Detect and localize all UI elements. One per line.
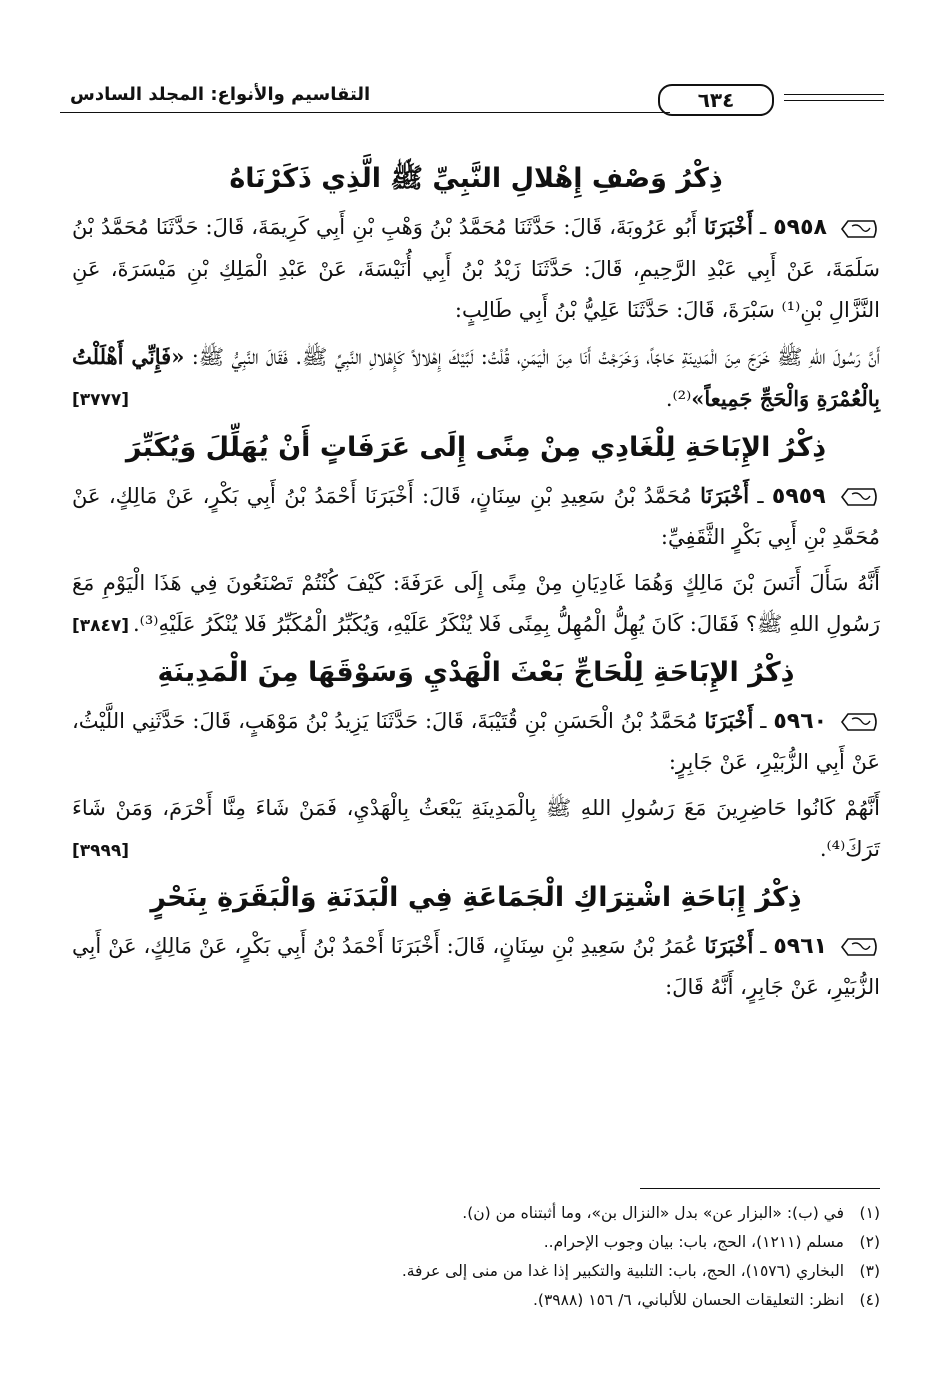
footnote-number: (١) bbox=[859, 1204, 880, 1222]
isnad-text: مُحَمَّدُ بْنُ الْحَسَنِ بْنِ قُتَيْبَةَ، قَالَ: حَدَّثَنَا يَزِيدُ بْنُ مَوْهَبٍ، قَالَ: حَدَّثَنِي اللَّيْثُ، عَنْ أَبِي الزُّبَيْرِ، عَنْ جَابِرٍ: bbox=[72, 708, 880, 774]
footnote bbox=[72, 1257, 880, 1286]
footnote-marker: ⁽²⁾. bbox=[665, 387, 692, 411]
cross-reference: [٣٩٩٩] bbox=[72, 841, 130, 861]
header-rule bbox=[784, 94, 884, 95]
akhbarana-word: أَخْبَرَنَا bbox=[700, 482, 750, 508]
footnotes bbox=[72, 1188, 880, 1315]
dash: ـ bbox=[757, 483, 764, 508]
running-title: التقاسيم والأنواع: المجلد السادس bbox=[70, 84, 371, 105]
hadith-section bbox=[72, 425, 880, 646]
section-heading: ذِكْرُ الإِبَاحَةِ لِلْحَاجِّ بَعْثَ الْهَدْيِ وَسَوْقَهَا مِنَ الْمَدِينَةِ bbox=[157, 656, 795, 688]
section-heading: ذِكْرُ وَصْفِ إِهْلالِ النَّبِيِّ ﷺ الَّذِي ذَكَرْنَاهُ bbox=[229, 163, 723, 194]
cross-reference: [٣٧٧٧] bbox=[72, 390, 130, 410]
akhbarana-word: أَخْبَرَنَا bbox=[704, 707, 754, 733]
matn-paragraph bbox=[72, 788, 880, 871]
footnote-number: (٣) bbox=[859, 1262, 880, 1280]
matn-bold-text: «فَإِنِّي أَهْلَلْتُ بِالْعُمْرَةِ وَالْحَجِّ جَمِيعاً» bbox=[72, 343, 880, 411]
matn-text: أَنَّ رَسُولَ اللهِ ﷺ خَرَجَ مِنَ الْمَدِينَةِ حَاجّاً، وَخَرَجْتُ أَنَا مِنَ الْيَمَنِ، قُلْتُ: لَبَّيْكَ إِهْلالاً كَإِهْلالِ النَّبِيِّ ﷺ. فَقَالَ النَّبِيُّ ﷺ: bbox=[191, 344, 881, 369]
header-rule bbox=[784, 100, 884, 101]
page-header bbox=[60, 82, 884, 116]
footnote-text: انظر: التعليقات الحسان للألباني، ٦/ ١٥٦ (٣٩٨٨). bbox=[532, 1291, 844, 1309]
dash: ـ bbox=[760, 215, 767, 239]
hadith-marker-icon bbox=[840, 217, 880, 241]
hadith-marker-icon bbox=[840, 485, 880, 509]
dash: ـ bbox=[760, 708, 767, 733]
matn-text: أَنَّهُ سَأَلَ أَنَسَ بْنَ مَالِكٍ وَهُمَا غَادِيَانِ مِنْ مِنًى إِلَى عَرَفَةَ: كَيْفَ كُنْتُمْ تَصْنَعُونَ فِي هَذَا الْيَوْمِ مَعَ رَسُولِ اللهِ ﷺ؟ فَقَالَ: كَانَ يُهِلُّ الْمُهِلُّ بِمِنًى فَلا يُنْكَرُ عَلَيْهِ، وَيُكَبِّرُ الْمُكَبِّرُ فَلا يُنْكَرُ عَلَيْهِ bbox=[72, 570, 880, 636]
isnad-paragraph bbox=[72, 925, 880, 1009]
isnad-text: عُمَرُ بْنُ سَعِيدِ بْنِ سِنَانٍ، قَالَ: أَخْبَرَنَا أَحْمَدُ بْنُ أَبِي بَكْرٍ، عَنْ مَالِكٍ، عَنْ أَبِي الزُّبَيْرِ، عَنْ جَابِرٍ، أَنَّهُ قَالَ: bbox=[72, 933, 880, 999]
hadith-number: ٥٩٥٩ bbox=[771, 483, 826, 509]
hadith-number: ٥٩٦٠ bbox=[773, 708, 828, 734]
hadith-section bbox=[72, 650, 880, 871]
footnote-text: مسلم (١٢١١)، الحج، باب: بيان وجوب الإحرام.. bbox=[543, 1233, 844, 1251]
akhbarana-word: أَخْبَرَنَا bbox=[704, 932, 754, 958]
footnote bbox=[72, 1286, 880, 1315]
hadith-section bbox=[72, 875, 880, 1009]
hadith-marker-icon bbox=[840, 935, 880, 959]
section-heading: ذِكْرُ الإِبَاحَةِ لِلْغَادِي مِنْ مِنًى إِلَى عَرَفَاتٍ أَنْ يُهَلِّلَ وَيُكَبِّرَ bbox=[125, 431, 827, 463]
cross-reference: [٣٨٤٧] bbox=[72, 616, 130, 636]
footnote-number: (٢) bbox=[859, 1233, 880, 1251]
isnad-text: مُحَمَّدُ بْنُ سَعِيدِ بْنِ سِنَانٍ، قَالَ: أَخْبَرَنَا أَحْمَدُ بْنُ أَبِي بَكْرٍ، عَنْ مَالِكٍ، عَنْ مُحَمَّدِ بْنِ أَبِي بَكْرٍ الثَّقَفِيِّ: bbox=[72, 483, 880, 549]
footnote bbox=[72, 1199, 880, 1228]
isnad-paragraph bbox=[72, 206, 880, 332]
header-rule bbox=[60, 112, 670, 113]
section-heading: ذِكْرُ إِبَاحَةِ اشْتِرَاكِ الْجَمَاعَةِ فِي الْبَدَنَةِ وَالْبَقَرَةِ بِنَحْرٍ bbox=[150, 881, 802, 913]
hadith-marker-icon bbox=[840, 710, 880, 734]
hadith-section bbox=[72, 156, 880, 421]
footnote-marker: ⁽⁴⁾. bbox=[819, 837, 846, 861]
akhbarana-word: أَخْبَرَنَا bbox=[703, 214, 753, 239]
footnote-rule bbox=[640, 1188, 880, 1189]
footnote-text: في (ب): «البزار عن» بدل «النزال بن»، وما أثبتناه من (ن). bbox=[462, 1204, 844, 1222]
footnote-number: (٤) bbox=[859, 1291, 880, 1309]
dash: ـ bbox=[760, 933, 767, 958]
matn-text: أَنَّهُمْ كَانُوا حَاضِرِينَ مَعَ رَسُولِ اللهِ ﷺ بِالْمَدِينَةِ يَبْعَثُ بِالْهَدْيِ، فَمَنْ شَاءَ مِنَّا أَحْرَمَ، وَمَنْ شَاءَ تَرَكَ bbox=[72, 795, 880, 861]
isnad-paragraph bbox=[72, 475, 880, 559]
main-content bbox=[72, 152, 880, 1009]
footnote-text: البخاري (١٥٧٦)، الحج، باب: التلبية والتكبير إذا غدا من منى إلى عرفة. bbox=[401, 1262, 844, 1280]
footnote bbox=[72, 1228, 880, 1257]
matn-paragraph bbox=[72, 563, 880, 646]
page-number: ٦٣٤ bbox=[658, 84, 774, 116]
matn-paragraph bbox=[72, 336, 880, 421]
footnote-marker: ⁽³⁾. bbox=[133, 612, 159, 636]
isnad-text: أَبُو عَرُوبَةَ، قَالَ: حَدَّثَنَا مُحَمَّدُ بْنُ وَهْبِ بْنِ أَبِي كَرِيمَةَ، قَالَ: حَدَّثَنَا مُحَمَّدُ بْنُ سَلَمَةَ، عَنْ أَبِي عَبْدِ الرَّحِيمِ، قَالَ: حَدَّثَنَا زَيْدُ بْنُ أَبِي أُنَيْسَةَ، عَنْ عَبْدِ الْمَلِكِ بْنِ مَيْسَرَةَ، عَنِ النَّزَّالِ بْنِ⁽¹⁾ سَبْرَةَ، قَالَ: حَدَّثَنَا عَلِيُّ بْنُ أَبِي طَالِبٍ: bbox=[72, 215, 880, 322]
hadith-number: ٥٩٥٨ bbox=[773, 215, 827, 240]
isnad-paragraph bbox=[72, 700, 880, 784]
hadith-number: ٥٩٦١ bbox=[773, 933, 828, 959]
